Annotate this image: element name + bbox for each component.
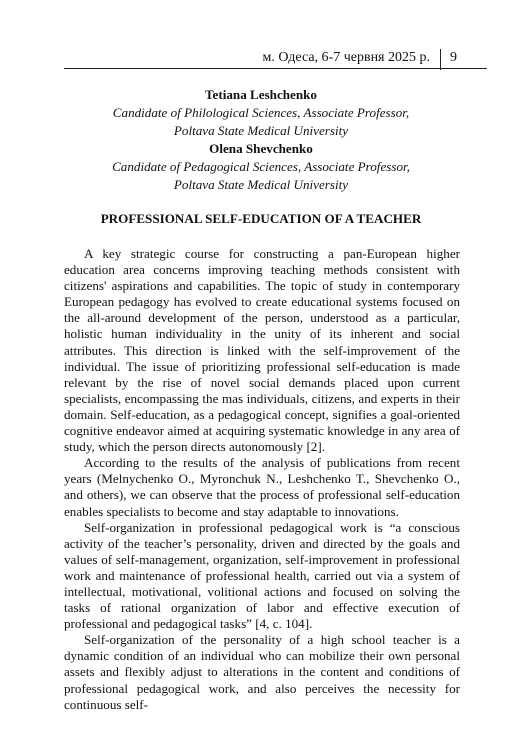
- author-affiliation: Poltava State Medical University: [173, 123, 349, 138]
- author-block: [64, 86, 458, 194]
- header-divider: [440, 49, 441, 70]
- author-name: Olena Shevchenko: [209, 141, 313, 156]
- header-event: м. Одеса, 6-7 червня 2025 р.: [262, 50, 430, 65]
- body-paragraph: Self-organization of the personality of a high school teacher is a dynamic condition of an individual who can mobilize their own personal assets and flexibly adjust to alterations in the content and conditions of professional pedagogical work, and also perceives the necessity for continuous self-: [64, 632, 460, 712]
- author-position: Candidate of Pedagogical Sciences, Associate Professor,: [112, 159, 410, 174]
- body-paragraph: According to the results of the analysis of publications from recent years (Melnychenko O., Myronchuk N., Leshchenko T., Shevchenko O., and others), we can observe that the process of professional self-education enables specialists to become and stay adaptable to innovations.: [64, 455, 460, 519]
- author-affiliation: Poltava State Medical University: [173, 177, 349, 192]
- body-paragraph: A key strategic course for constructing a pan-European higher education area concerns improving teaching methods consistent with citizens' aspirations and capabilities. The topic of study in contemporary European pedagogy has evolved to create educational systems focused on the all-around development of the person, understood as a particular, holistic human individuality in the unity of its inherent and social attributes. This direction is linked with the self-improvement of the individual. The issue of prioritizing professional self-education is made relevant by the rise of novel social demands placed upon current specialists, encompassing the mas individuals, citizens, and experts in their domain. Self-education, as a pedagogical concept, signifies a goal-oriented cognitive endeavor aimed at acquiring systematic knowledge in any area of study, which the person directs autonomously [2].: [64, 246, 460, 455]
- author-name: Tetiana Leshchenko: [205, 87, 317, 102]
- running-header: [64, 49, 487, 69]
- page-number: 9: [450, 50, 457, 65]
- article-title: PROFESSIONAL SELF-EDUCATION OF A TEACHER: [100, 211, 422, 226]
- article-body: [64, 246, 460, 713]
- author-position: Candidate of Philological Sciences, Associate Professor,: [112, 105, 410, 120]
- body-paragraph: Self-organization in professional pedagogical work is “a conscious activity of the teacher’s personality, driven and directed by the goals and values of self-management, organization, self-improvement in professional work and maintenance of professional health, carried out via a system of intellectual, motivational, volitional actions and focused on solving the tasks of rational organization of labor and effective execution of professional and pedagogical tasks” [4, c. 104].: [64, 519, 460, 632]
